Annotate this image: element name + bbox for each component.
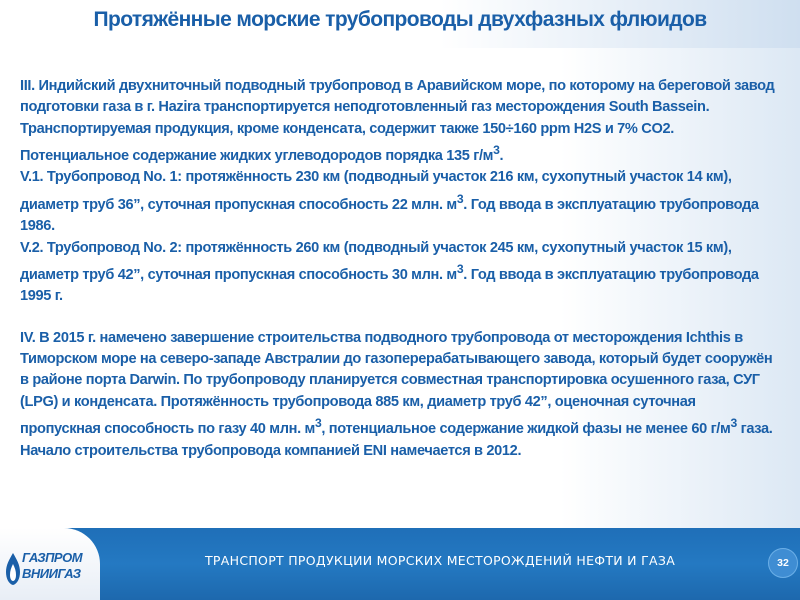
superscript: 3: [456, 261, 464, 276]
paragraph-ichthis-pipeline: [20, 328, 775, 462]
paragraph-tail: .: [499, 148, 504, 165]
paragraph-tail: газа. Начало строительства трубопровода компанией ENI намечается в 2012.: [20, 421, 773, 459]
paragraph-mid: , потенциальное содержание жидкой фазы не менее 60 г/м: [321, 421, 731, 438]
footer-caption: ТРАНСПОРТ ПРОДУКЦИИ МОРСКИХ МЕСТОРОЖДЕНИЙ НЕФТИ И ГАЗА: [205, 553, 676, 568]
paragraph-pipeline-2: [20, 238, 775, 308]
logo-word-gazprom: ГАЗПРОМ: [22, 550, 83, 565]
paragraph-tail: . Год ввода в эксплуатацию трубопровода 1995 г.: [20, 266, 759, 305]
paragraph-text: IV. В 2015 г. намечено завершение строительства подводного трубопровода от месторождения Ichthis в Тиморском море на северо-западе Австралии до газоперерабатывающего завода, который будет сооружён в районе порта Darwin. По трубопроводу планируется совместная транспортировка осушенного газа, СУГ (LPG) и конденсата. Протяжённость трубопровода 885 км, диаметр труб 42”, оценочная суточная пропускная способность по газу 40 млн. м: [20, 329, 773, 438]
superscript: 3: [314, 416, 322, 431]
company-logo: [4, 548, 96, 588]
slide-content: [20, 76, 775, 462]
footer-bar: [0, 528, 800, 600]
logo-word-vniigaz: ВНИИГАЗ: [22, 566, 81, 581]
slide-title: Протяжённые морские трубопроводы двухфазных флюидов: [93, 8, 707, 31]
paragraph-text: V.2. Трубопровод No. 2: протяжённость 260 км (подводный участок 245 км, сухопутный участок 15 км), диаметр труб 42”, суточная пропускная способность 30 млн. м: [20, 239, 732, 283]
superscript: 3: [456, 191, 464, 206]
logo-panel: [0, 528, 100, 600]
paragraph-pipeline-1: [20, 167, 775, 237]
paragraph-tail: . Год ввода в эксплуатацию трубопровода 1986.: [20, 196, 759, 235]
page-number-badge: 32: [768, 548, 798, 578]
paragraph-text: III. Индийский двухниточный подводный трубопровод в Аравийском море, по которому на береговой завод подготовки газа в г. Hazira транспортируется неподготовленный газ месторождения South Bassein. Транспортируемая продукция, кроме конденсата, содержит также 150÷160 ppm H2S и 7% CO2. Потенциальное содержание жидких углеводородов порядка 135 г/м: [20, 78, 775, 165]
paragraph-gap: [20, 308, 775, 328]
paragraph-text: V.1. Трубопровод No. 1: протяжённость 230 км (подводный участок 216 км, сухопутный участок 14 км), диаметр труб 36”, суточная пропускная способность 22 млн. м: [20, 169, 732, 213]
superscript: 3: [730, 416, 737, 431]
flame-icon: [4, 552, 22, 586]
superscript: 3: [493, 143, 500, 158]
paragraph-india-pipeline: [20, 76, 775, 167]
